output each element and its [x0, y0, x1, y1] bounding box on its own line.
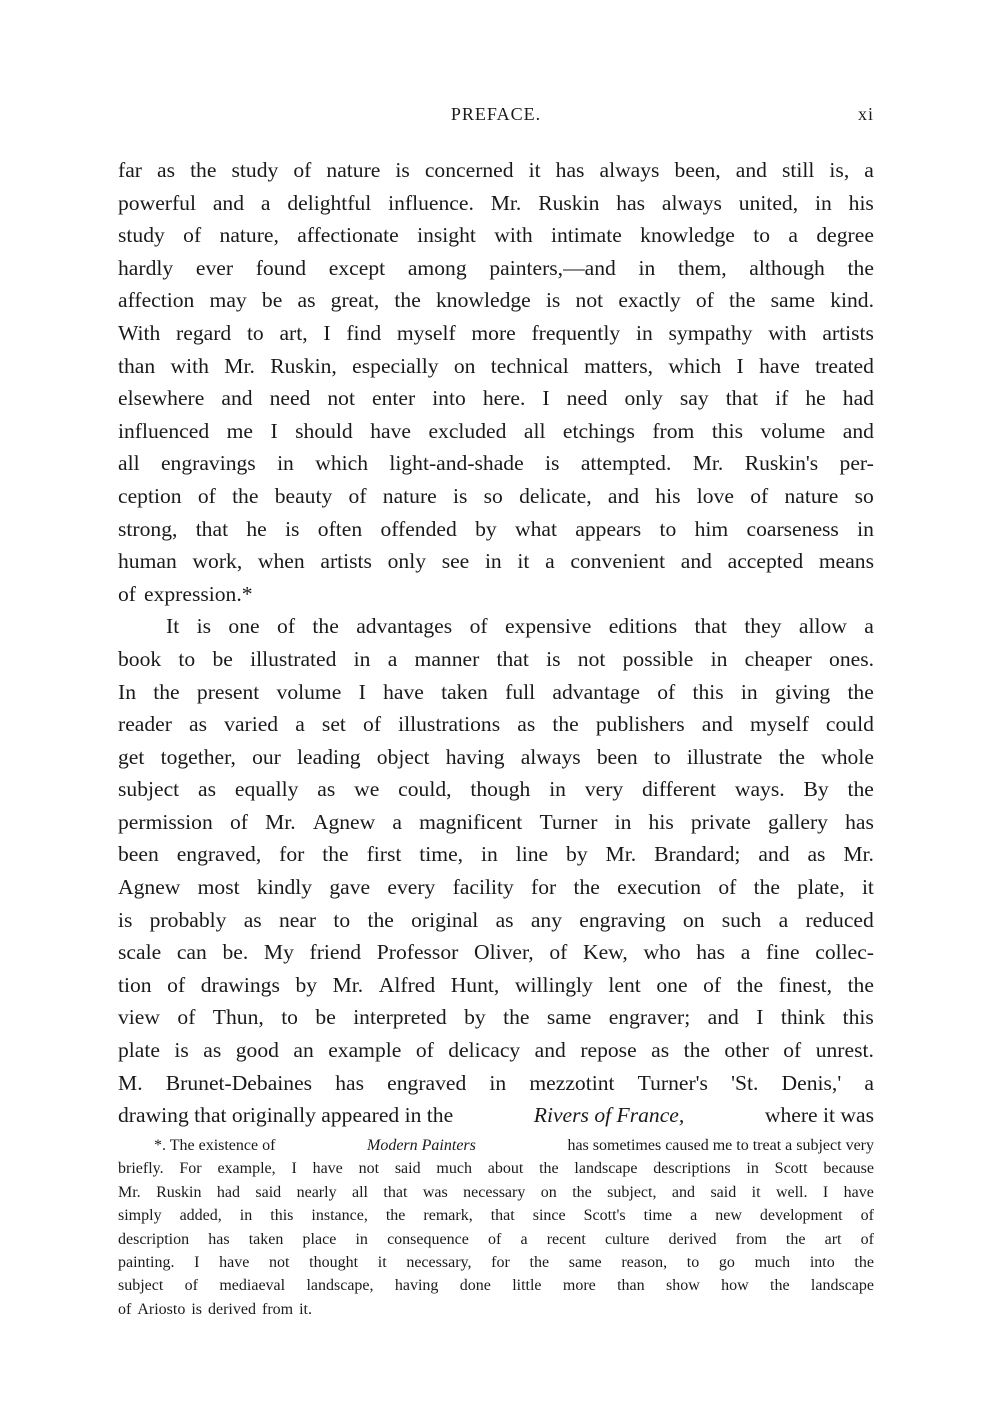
body-line: M. Brunet-Debaines has engraved in mezzotint Turner's 'St. Denis,' a [118, 1070, 874, 1095]
body-line: affection may be as great, the knowledge is not exactly of the same kind. [118, 288, 874, 313]
body-lines [118, 154, 874, 1099]
body-line: elsewhere and need not enter into here. I need only say that if he had [118, 386, 874, 411]
body-line: It is one of the advantages of expensive editions that they allow a [166, 614, 874, 639]
body-line: is probably as near to the original as any engraving on such a reduced [118, 907, 874, 932]
footnote-line: simply added, in this instance, the remark, that since Scott's time a new development of [118, 1207, 874, 1225]
body-line: ception of the beauty of nature is so delicate, and his love of nature so [118, 483, 874, 508]
body-line: In the present volume I have taken full advantage of this in giving the [118, 679, 874, 704]
body-line: Agnew most kindly gave every facility for the execution of the plate, it [118, 875, 874, 900]
footnote-first-before: *. The existence of [154, 1137, 276, 1154]
body-line: powerful and a delightful influence. Mr. Ruskin has always united, in his [118, 190, 874, 215]
footnote-line: painting. I have not thought it necessary, for the same reason, to go much into the [118, 1253, 874, 1271]
body-line-last [118, 1099, 874, 1132]
body-line: plate is as good an example of delicacy and repose as the other of unrest. [118, 1038, 874, 1063]
body-last-after: where it was [764, 1103, 874, 1128]
body-line: than with Mr. Ruskin, especially on technical matters, which I have treated [118, 353, 874, 378]
body-line: book to be illustrated in a manner that is not possible in cheaper ones. [118, 646, 874, 671]
body-line: influenced me I should have excluded all etchings from this volume and [118, 418, 874, 443]
body-line: all engravings in which light-and-shade is attempted. Mr. Ruskin's per- [118, 451, 874, 476]
page-number: xi [857, 104, 874, 124]
body-line: scale can be. My friend Professor Oliver, of Kew, who has a fine collec- [118, 940, 874, 965]
running-title: PREFACE. [450, 104, 542, 124]
body-line: strong, that he is often offended by what appears to him coarseness in [118, 516, 874, 541]
body-line: With regard to art, I find myself more frequently in sympathy with artists [118, 320, 874, 345]
body-line: human work, when artists only see in it a convenient and accepted means [118, 549, 874, 574]
body-line: far as the study of nature is concerned it has always been, and still is, a [118, 158, 874, 182]
body-text [118, 154, 874, 1132]
footnote-line-first [118, 1134, 874, 1157]
footnote-line: of Ariosto is derived from it. [118, 1300, 312, 1318]
footnote-lines [118, 1157, 874, 1321]
body-last-before: drawing that originally appeared in the [118, 1103, 454, 1128]
footnote-line: Mr. Ruskin had said nearly all that was necessary on the subject, and said it well. I have [118, 1183, 874, 1201]
footnote-first-italic: Modern Painters [367, 1137, 476, 1154]
body-line: subject as equally as we could, though in very different ways. By the [118, 777, 874, 802]
body-line: hardly ever found except among painters,—and in them, although the [118, 255, 874, 280]
body-last-italic: Rivers of France, [533, 1103, 685, 1128]
footnote-line: description has taken place in consequence of a recent culture derived from the art of [118, 1230, 874, 1248]
body-line: tion of drawings by Mr. Alfred Hunt, willingly lent one of the finest, the [118, 972, 874, 997]
body-line: of expression.* [118, 581, 253, 606]
body-line: reader as varied a set of illustrations as the publishers and myself could [118, 712, 874, 737]
footnote-first-after: has sometimes caused me to treat a subject very [567, 1137, 874, 1154]
body-line: been engraved, for the first time, in line by Mr. Brandard; and as Mr. [118, 842, 874, 867]
body-line: get together, our leading object having always been to illustrate the whole [118, 744, 874, 769]
body-line: study of nature, affectionate insight with intimate knowledge to a degree [118, 223, 874, 248]
footnote [118, 1134, 874, 1321]
body-line: view of Thun, to be interpreted by the same engraver; and I think this [118, 1005, 874, 1030]
running-head [118, 104, 874, 132]
footnote-line: briefly. For example, I have not said much about the landscape descriptions in Scott because [118, 1160, 874, 1178]
footnote-line: subject of mediaeval landscape, having done little more than show how the landscape [118, 1277, 874, 1295]
body-line: permission of Mr. Agnew a magnificent Turner in his private gallery has [118, 809, 874, 834]
